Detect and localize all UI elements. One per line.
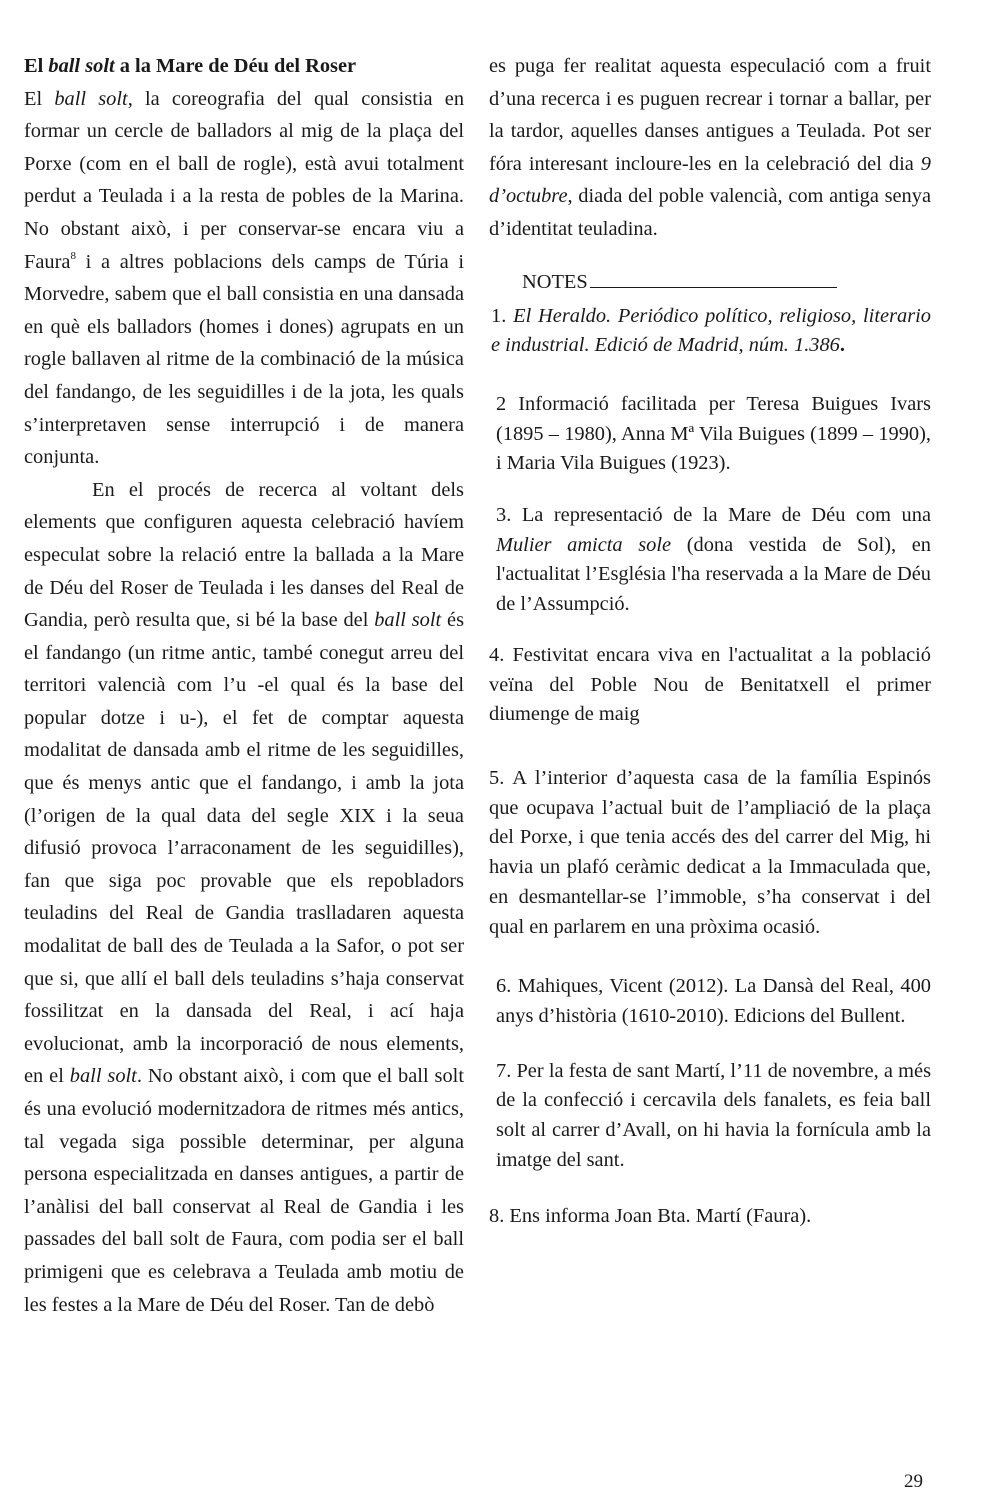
heading-text-end: a la Mare de Déu del Roser: [114, 55, 357, 77]
note-6: 6. Mahiques, Vicent (2012). La Dansà del Real, 400 anys d’història (1610-2010). Edicions del Bullent.: [496, 975, 931, 1027]
right-column: [489, 50, 931, 1232]
paragraph-continuation: es puga fer realitat aquesta especulació com a fruit d’una recerca i es puguen recrear i tornar a ballar, per la tardor, aquelles danses antigues a Teulada. Pot ser fóra interesant incloure-les en la celebració del dia 9 d’octubre, diada del poble valencià, com antiga senya d’identitat teuladina.: [489, 55, 931, 240]
note-3: 3. La representació de la Mare de Déu com una Mulier amicta sole (dona vestida de Sol), en l'actualitat l’Església l'ha reservada a la Mare de Déu de l’Assumpció.: [496, 504, 931, 616]
paragraph-1: El ball solt, la coreografia del qual consistia en formar un cercle de balladors al mig de la plaça del Porxe (com en el ball de rogle), està avui totalment perdut a Teulada i a la resta de pobles de la Marina. No obstant això, i per conservar-se encara viu a Faura$^8$ i a altres poblacions dels camps de Túria i Morvedre, sabem que el ball consistia en una dansada en què els balladors (homes i dones) agrupats en un rogle ballaven al ritme de la combinació de la música del fandango, de les seguidilles i de la jota, les quals s’interpretaven sense interrupció i de manera conjunta.: [24, 87, 465, 469]
notes-rule: [590, 286, 837, 288]
heading-italic-text: ball solt: [48, 55, 115, 77]
footnote-ref-8: 8: [70, 249, 76, 262]
note-1: 1. El Heraldo. Periódico político, religioso, literario e industrial. Edició de Madrid, núm. 1.386.: [491, 304, 931, 357]
section-heading: [24, 50, 464, 83]
left-column: [24, 50, 464, 1321]
page-number: 29: [904, 1471, 923, 1492]
note-7: 7. Per la festa de sant Martí, l’11 de novembre, a més de la confecció i cercavila dels fanalets, es feia ball solt al carrer d’Avall, on hi havia la fornícula amb la imatge del sant.: [496, 1059, 931, 1171]
paragraph-2: En el procés de recerca al voltant dels elements que configuren aquesta celebració havíem especulat sobre la relació entre la ballada a la Mare de Déu del Roser de Teulada i les danses del Real de Gandia, però resulta que, si bé la base del ball solt és el fandango (un ritme antic, també conegut arreu del territori valencià com l’u -el qual és la base del popular dotze i u-), el fet de comptar aquesta modalitat de dansada amb el ritme de les seguidilles, que és menys antic que el fandango, i amb la jota (l’origen de la qual data del segle XIX i la seua difusió provoca l’arraconament de les seguidilles), fan que siga poc provable que els repobladors teuladins del Real de Gandia traslladaren aquesta modalitat de ball des de Teulada a la Safor, o pot ser que si, que allí el ball dels teuladins s’haja conservat fossilitzat en la dansada del Real, i ací haja evolucionat, amb la incorporació de nous elements, en el ball solt. No obstant això, i com que el ball solt és una evolució modernitzadora de ritmes més antics, tal vegada siga possible determinar, per alguna persona especialitzada en danses antigues, a partir de l’anàlisi del ball conservat al Real de Gandia i les passades del ball solt de Faura, com podia ser el ball primigeni que es celebrava a Teulada amb motiu de les festes a la Mare de Déu del Roser. Tan de debò: [24, 478, 465, 1316]
note-5: 5. A l’interior d’aquesta casa de la família Espinós que ocupava l’actual buit de l’ampliació de la plaça del Porxe, i que tenia accés des del carrer del Mig, hi havia un plafó ceràmic dedicat a la Immaculada que, en desmantellar-se l’immoble, s’ha conservat i del qual en parlarem en una pròxima ocasió.: [489, 767, 931, 938]
note-4: 4. Festivitat encara viva en l'actualitat a la població veïna del Poble Nou de Benitatxell el primer diumenge de maig: [489, 643, 931, 726]
notes-heading: NOTES: [489, 268, 931, 296]
note-2: 2 Informació facilitada per Teresa Buigues Ivars (1895 – 1980), Anna Mª Vila Buigues (1899 – 1990), i Maria Vila Buigues (1923).: [496, 392, 931, 475]
note-8: 8. Ens informa Joan Bta. Martí (Faura).: [489, 1205, 812, 1228]
heading-text: El: [24, 55, 49, 77]
